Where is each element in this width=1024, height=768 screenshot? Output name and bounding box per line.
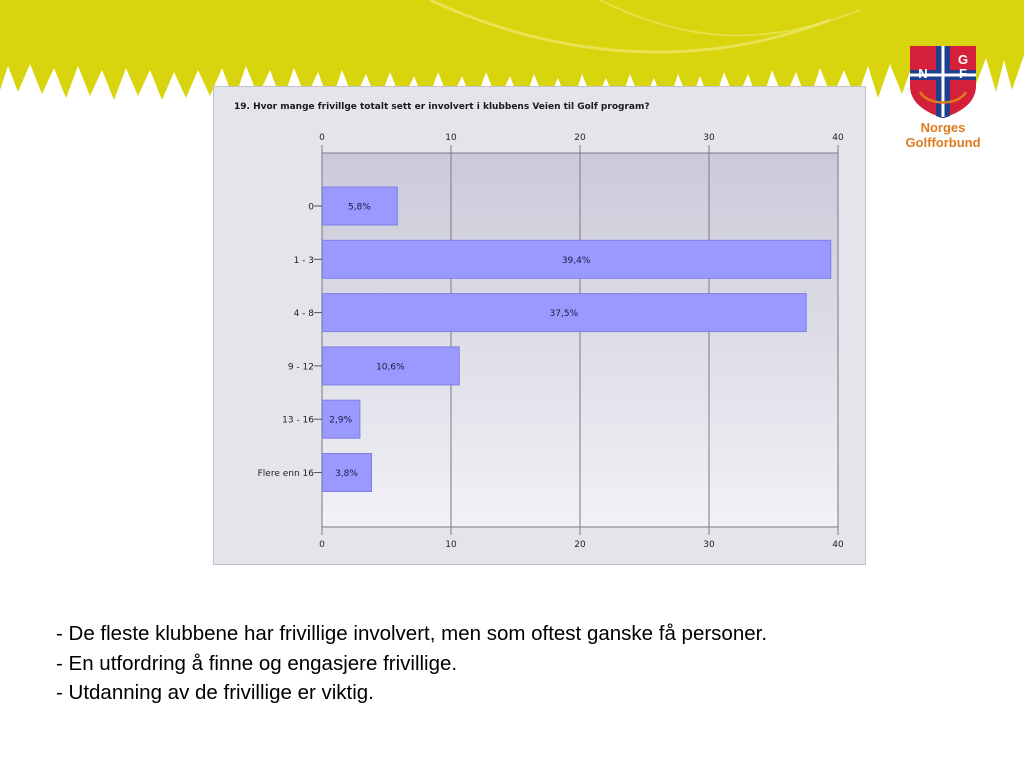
logo-letter-g: G bbox=[957, 52, 969, 67]
x-tick-label-bottom: 40 bbox=[832, 540, 844, 550]
y-tick-label: 4 - 8 bbox=[293, 309, 314, 320]
x-tick-label-top: 30 bbox=[703, 133, 715, 143]
x-tick-label-top: 10 bbox=[445, 133, 457, 143]
chart-panel bbox=[213, 86, 866, 565]
y-tick-label: 13 - 16 bbox=[282, 415, 314, 426]
bar-chart bbox=[214, 87, 867, 566]
bar-data-label: 2,9% bbox=[329, 415, 353, 426]
logo-letter-n: N bbox=[918, 66, 928, 81]
x-tick-label-bottom: 10 bbox=[445, 540, 457, 550]
bar-data-label: 39,4% bbox=[561, 255, 591, 266]
y-tick-label: 1 - 3 bbox=[293, 255, 314, 266]
bullet-item-3: - Utdanning av de frivillige er viktig. bbox=[56, 681, 374, 704]
logo-wordmark-line1: Norges bbox=[920, 120, 966, 135]
x-tick-label-top: 0 bbox=[319, 133, 325, 143]
ngf-shield-emblem bbox=[900, 40, 986, 152]
bar-data-label: 37,5% bbox=[549, 309, 579, 320]
bullet-item-1: - De fleste klubbene har frivillige involvert, men som oftest ganske få personer. bbox=[56, 622, 768, 645]
y-tick-label: Flere enn 16 bbox=[257, 469, 314, 479]
bar-data-label: 3,8% bbox=[335, 469, 358, 479]
logo-wordmark-line2: Golfforbund bbox=[905, 135, 981, 150]
y-tick-label: 0 bbox=[308, 202, 314, 213]
chart-layer bbox=[258, 133, 844, 550]
bullet-item-2: - En utfordring å finne og engasjere frivillige. bbox=[56, 651, 458, 675]
logo-letter-f: F bbox=[959, 66, 967, 81]
x-tick-label-top: 40 bbox=[832, 133, 844, 143]
chart-title: 19. Hvor mange frivillge totalt sett er involvert i klubbens Veien til Golf program? bbox=[234, 102, 650, 112]
ngf-logo bbox=[900, 40, 986, 152]
x-tick-label-top: 20 bbox=[574, 133, 586, 143]
x-tick-label-bottom: 0 bbox=[319, 540, 325, 550]
bar-data-label: 10,6% bbox=[376, 362, 405, 373]
bar-data-label: 5,8% bbox=[347, 202, 371, 213]
bullet-list bbox=[56, 619, 1016, 708]
y-tick-label: 9 - 12 bbox=[287, 362, 314, 373]
x-tick-label-bottom: 20 bbox=[574, 540, 586, 550]
x-tick-label-bottom: 30 bbox=[703, 540, 715, 550]
